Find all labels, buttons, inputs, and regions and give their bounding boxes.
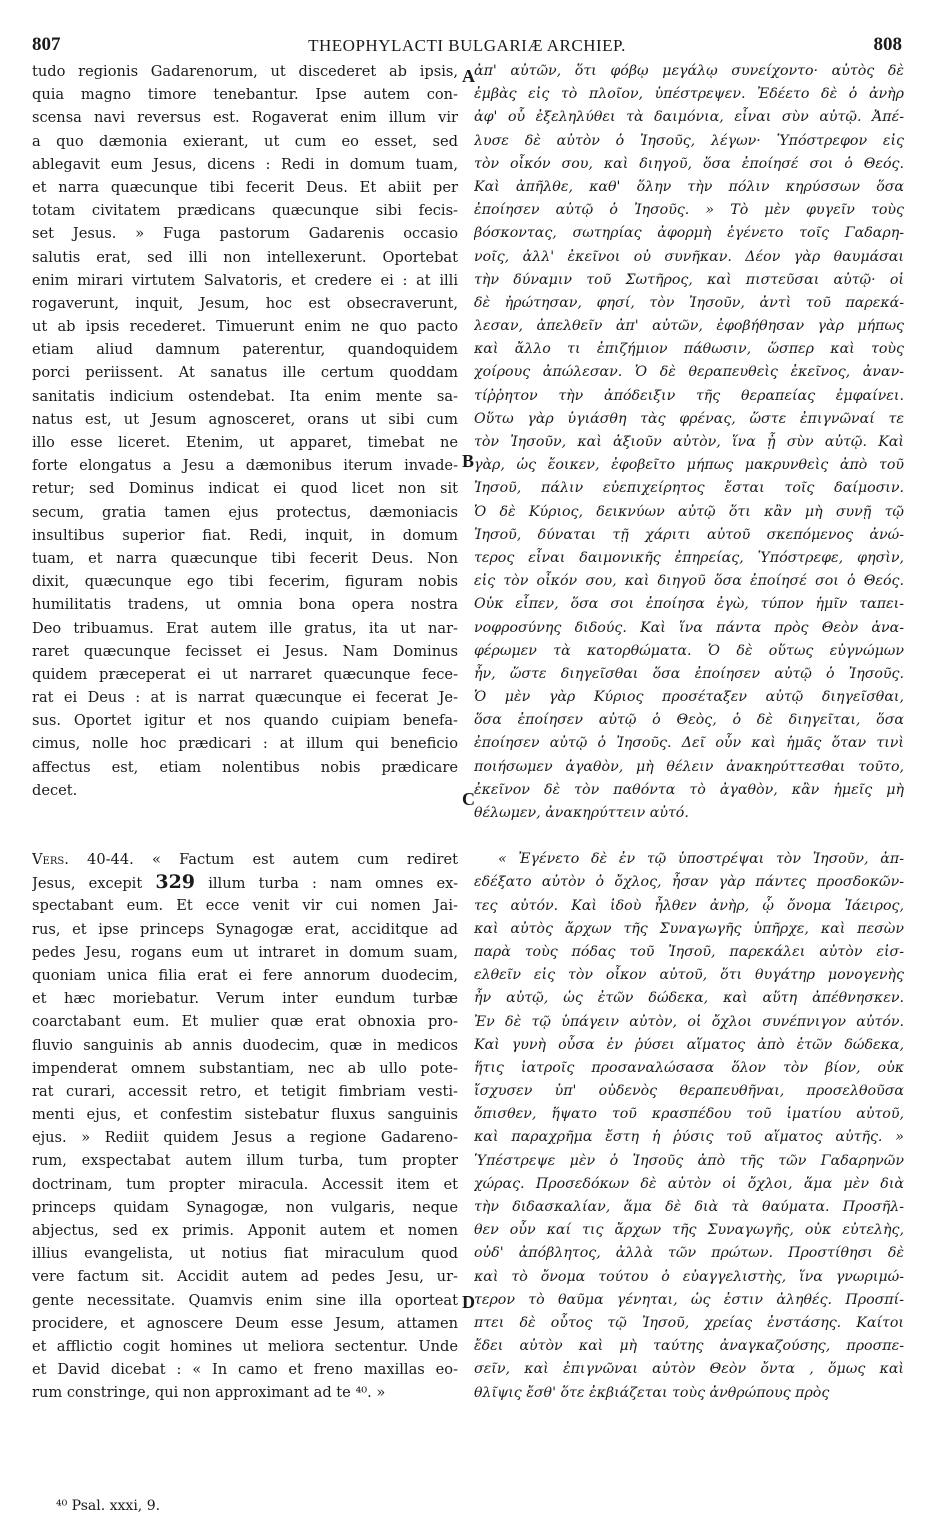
text-line: θλῖψις ἔσθ' ὅτε ἐκβιάζεται τοὺς ἀνθρώπους πρὸς: [474, 1384, 830, 1401]
paragraph-gap: [474, 825, 904, 848]
text-line: illius evangelista, ut notius fiat miraculum quod: [32, 1245, 458, 1263]
text-line: cimus, nolle hoc prædicari : at illum qui beneficio: [32, 735, 458, 753]
margin-marker-c: C: [462, 789, 475, 809]
text-line: spectabant eum. Et ecce venit vir cui nomen Jai-: [32, 897, 458, 915]
text-line: τὸν οἶκόν σου, καὶ διηγοῦ, ὅσα ἐποίησέ σοι ὁ Θεός.: [474, 155, 904, 172]
latin-paragraph-2: [32, 894, 458, 1404]
text-line: quidem præceperat ei ut narraret quæcunque fece-: [32, 665, 458, 683]
text-line: καὶ ἄλλο τι ἐπιζήμιον πάθωσιν, ὥσπερ καὶ τοὺς: [474, 341, 904, 358]
text-line: ablegavit eum Jesus, dicens : Redi in domum tuam,: [32, 155, 458, 173]
text-line: coarctabant eum. Et mulier quæ erat obnoxia pro-: [32, 1013, 458, 1031]
text-after-column-number: illum turba : nam omnes ex-: [208, 875, 458, 893]
text-line: tuam, et narra quæcunque tibi fecerit Deus. Non: [32, 549, 458, 567]
text-line: et afflictio cogit homines ut meliora sectentur. Unde: [32, 1337, 458, 1355]
text-line: Καὶ ἀπῆλθε, καθ' ὅλην τὴν πόλιν κηρύσσων ὅσα: [474, 178, 904, 195]
text-line: χοίρους ἀπώλεσαν. Ὁ δὲ θεραπευθεὶς ἐκεῖνος, ἀναν-: [474, 364, 904, 381]
text-line: τερον τὸ θαῦμα γένηται, ὡς ἐστιν ἀληθές. Προσπί-: [474, 1291, 904, 1308]
greek-column: [474, 60, 904, 1405]
text-line: οὐδ' ἀπόβλητος, ἀλλὰ τῶν πρώτων. Προστίθησι δὲ: [474, 1245, 904, 1262]
text-line: procidere, et agnoscere Deum esse Jesum, attamen: [32, 1314, 458, 1332]
text-line: rum, exspectabat autem illum turba, tum propter: [32, 1152, 458, 1170]
text-line: quia magno timore tenebantur. Ipse autem con-: [32, 86, 458, 104]
text-line: quoniam unica filia erat ei fere annorum duodecim,: [32, 966, 458, 984]
text-line: set Jesus. » Fuga pastorum Gadarenis occasio: [32, 225, 458, 243]
verse-heading-line: [32, 848, 458, 871]
text-line: ἀπ' αὐτῶν, ὅτι φόβῳ μεγάλῳ συνείχοντο· αὐτὸς δὲ: [474, 63, 904, 79]
text-line: γὰρ, ὡς ἔοικεν, ἐφοβεῖτο μήπως μακρυνθεὶς ἀπὸ τοῦ: [474, 457, 904, 474]
text-line: τὴν διδασκαλίαν, ἅμα δὲ διὰ τὰ θαύματα. Προσῆλ-: [474, 1199, 904, 1215]
text-line: ὅσα ἐποίησεν αὐτῷ ὁ Θεὸς, ὁ δὲ διηγεῖται, ὅσα: [474, 712, 904, 729]
text-line: πτει δὲ οὗτος τῷ Ἰησοῦ, χρείας ἐνστάσης. Καίτοι: [474, 1314, 904, 1331]
text-line: ἔδει αὐτὸν καὶ μὴ ταύτης ἀναγκαζούσης, προσπε-: [474, 1338, 904, 1355]
verse-label: Vers. 40-44.: [32, 851, 134, 868]
text-line: τὸν Ἰησοῦν, καὶ ἀξιοῦν αὐτὸν, ἵνα ᾖ σὺν αὐτῷ. Καὶ: [474, 434, 904, 450]
text-line: λεσαν, ἀπελθεῖν ἀπ' αὐτῶν, ἐφοβήθησαν γὰρ μήπως: [474, 318, 904, 335]
text-line: ελθεῖν εἰς τὸν οἶκον αὐτοῦ, ὅτι θυγάτηρ μονογενὴς: [474, 967, 904, 984]
text-line: et hæc moriebatur. Verum inter eundum turbæ: [32, 990, 458, 1008]
text-line: δὲ ἠρώτησαν, φησί, τὸν Ἰησοῦν, ἀντὶ τοῦ παρεκά-: [474, 294, 904, 311]
text-before-column-number: Jesus, excepit: [32, 875, 143, 893]
text-line: ejus. » Rediit quidem Jesus a regione Gadareno-: [32, 1129, 458, 1147]
text-line: ἐμβὰς εἰς τὸ πλοῖον, ὑπέστρεψεν. Ἐδέετο δὲ ὁ ἀνὴρ: [474, 86, 904, 103]
text-line: τερος εἶναι δαιμονικῆς ἐπηρείας, Ὑπόστρεφε, φησὶν,: [474, 549, 904, 566]
text-line: pedes Jesu, rogans eum ut intraret in domum suam,: [32, 943, 458, 961]
text-line: princeps quidam Synagogæ, non vulgaris, neque: [32, 1198, 458, 1216]
text-line: fluvio sanguinis ab annis duodecim, quæ in medicos: [32, 1036, 458, 1054]
text-line: doctrinam, tum propter miracula. Accessit item et: [32, 1175, 458, 1193]
text-line: ὄπισθεν, ἥψατο τοῦ κρασπέδου τοῦ ἱματίου αὐτοῦ,: [474, 1106, 904, 1123]
text-line: ἴσχυσεν ὑπ' οὐδενὸς θεραπευθῆναι, προσελθοῦσα: [474, 1083, 904, 1100]
text-line: scensa navi reversus est. Rogaverat enim illum vir: [32, 109, 458, 127]
page-header: [32, 34, 902, 60]
text-line: porci periissent. At sanatus ille certum quoddam: [32, 364, 458, 382]
text-line: abjectus, sed ex primis. Apponit autem et nomen: [32, 1222, 458, 1239]
text-line: affectus est, etiam nolentibus nobis prædicare: [32, 758, 458, 776]
text-line: νοφροσύνης διδούς. Καὶ ἵνα πάντα πρὸς Θεὸν ἀνα-: [474, 619, 904, 636]
text-line: etiam aliud damnum paterentur, quandoquidem: [32, 341, 458, 359]
text-line: illo esse liceret. Etenim, ut apparet, timebat ne: [32, 434, 458, 451]
text-line: Οὕτω γὰρ ὑγιάσθη τὰς φρένας, ὥστε ἐπιγνῶναί τε: [474, 410, 904, 427]
text-line: Ὁ μὲν γὰρ Κύριος προσέταξεν αὐτῷ διηγεῖσθαι,: [474, 689, 904, 706]
text-line: ἐποίησεν αὐτῷ ὁ Ἰησοῦς. Δεῖ οὖν καὶ ἡμᾶς ὅταν τινὶ: [474, 735, 904, 752]
text-line: gente necessitate. Quamvis enim sine illa oporteat: [32, 1291, 458, 1309]
page-number-left: 807: [32, 34, 61, 55]
text-line: ἦν, ὥστε διηγεῖσθαι ὅσα ἐποίησεν αὐτῷ ὁ Ἰησοῦς.: [474, 665, 904, 682]
text-line: θεν οὖν καί τις ἄρχων τῆς Συναγωγῆς, οὐκ εὐτελὴς,: [474, 1222, 904, 1239]
text-line: et David dicebat : « In camo et freno maxillas eo-: [32, 1361, 458, 1379]
page-number-right: 808: [873, 34, 902, 55]
text-line: εδέξατο αὐτὸν ὁ ὄχλος, ἦσαν γὰρ πάντες προσδοκῶν-: [474, 874, 904, 891]
text-line: rat curari, accessit retro, et tetigit fimbriam vesti-: [32, 1082, 458, 1100]
text-line: ἀφ' οὗ ἐξεληλύθει τὰ δαιμόνια, εἶναι σὺν αὐτῷ. Ἀπέ-: [474, 109, 904, 126]
text-line: ἦν αὐτῷ, ὡς ἐτῶν δώδεκα, καὶ αὕτη ἀπέθνησκεν.: [474, 990, 904, 1007]
text-line: forte elongatus a Jesu a dæmonibus iterum invade-: [32, 457, 458, 475]
greek-paragraph-2: [474, 848, 904, 1405]
text-line: τες αὐτόν. Καὶ ἰδοὺ ἦλθεν ἀνὴρ, ᾧ ὄνομα Ἰάειρος,: [474, 897, 904, 914]
text-line: rat ei Deus : at is narrat quæcunque ei fecerat Je-: [32, 689, 458, 707]
greek-paragraph-1: [474, 60, 904, 825]
text-line: ut ab ipsis recederet. Timuerunt enim ne quo pacto: [32, 318, 458, 336]
text-line: καὶ αὐτὸς ἄρχων τῆς Συναγωγῆς ὑπῆρχε, καὶ πεσὼν: [474, 920, 904, 937]
text-line: menti ejus, et confestim sistebatur fluxus sanguinis: [32, 1106, 458, 1124]
text-line: Ἰησοῦ, δύναται τῇ χάριτι αὐτοῦ σκεπόμενος ἀνώ-: [474, 526, 904, 543]
column-number: 329: [155, 871, 196, 894]
text-line: natus est, ut Jesum agnosceret, orans ut sibi cum: [32, 410, 458, 428]
text-line: τίῤῥητον τὴν ἀπόδειξιν τῆς θεραπείας ἐμφαίνει.: [474, 387, 904, 404]
text-line: totam civitatem prædicans quæcunque sibi fecis-: [32, 202, 458, 220]
text-line: « Ἐγένετο δὲ ἐν τῷ ὑποστρέψαι τὸν Ἰησοῦν, ἀπ-: [498, 851, 904, 868]
text-line: tudo regionis Gadarenorum, ut discederet ab ipsis,: [32, 63, 458, 80]
text-line: enim mirari virtutem Salvatoris, et credere ei : at illi: [32, 271, 458, 289]
text-line: rus, et ipse princeps Synagogæ erat, acciditque ad: [32, 920, 458, 938]
text-line: impenderat omnem substantiam, nec ab ullo pote-: [32, 1059, 458, 1077]
text-line: salutis erat, sed illi non intellexerunt. Oportebat: [32, 248, 458, 266]
text-line: secum, gratia tamen ejus protectus, dæmoniacis: [32, 503, 458, 521]
text-line: rogaverunt, inquit, Jesum, hoc est obsecraverunt,: [32, 294, 458, 312]
text-line: τὴν δύναμιν τοῦ Σωτῆρος, καὶ πιστεῦσαι αὐτῷ· οἱ: [474, 271, 904, 288]
text-line: παρὰ τοὺς πόδας τοῦ Ἰησοῦ, παρεκάλει αὐτὸν εἰσ-: [474, 943, 904, 960]
margin-marker-d: D: [462, 1292, 475, 1312]
text-line: vere factum sit. Accidit autem ad pedes Jesu, ur-: [32, 1268, 458, 1286]
text-line: retur; sed Dominus indicat ei quod licet non sit: [32, 480, 458, 498]
text-line: Ἐν δὲ τῷ ὑπάγειν αὐτὸν, οἱ ὄχλοι συνέπνιγον αὐτόν.: [474, 1013, 904, 1030]
text-line: ἐποίησεν αὐτῷ ὁ Ἰησοῦς. » Τὸ μὲν φυγεῖν τοὺς: [474, 202, 904, 219]
text-line: sanitatis indicium ostendebat. Ita enim mente sa-: [32, 387, 458, 405]
text-line: ἐκεῖνον δὲ τὸν παθόντα τὸ ἀγαθὸν, κἂν ἡμεῖς μὴ: [474, 781, 904, 798]
text-line: θέλωμεν, ἀνακηρύττειν αὐτό.: [474, 805, 689, 821]
text-line: dixit, quæcunque ego tibi fecerim, figuram nobis: [32, 573, 458, 591]
text-line: sus. Oportet igitur et nos quando cuipiam benefa-: [32, 712, 458, 730]
text-line: Ἰησοῦ, πάλιν εὐεπιχείρητος ἔσται τοῖς δαίμοσιν.: [474, 480, 904, 497]
margin-marker-a: A: [462, 66, 475, 86]
latin-column: [32, 60, 458, 1405]
text-line: Deo tribuamus. Erat autem ille gratus, ita ut nar-: [32, 619, 458, 637]
footnote: ⁴⁰ Psal. xxxi, 9.: [56, 1498, 161, 1514]
text-line: Ὑπέστρεψε μὲν ὁ Ἰησοῦς ἀπὸ τῆς τῶν Γαδαρηνῶν: [474, 1152, 904, 1169]
text-line: et narra quæcunque tibi fecerit Deus. Et abiit per: [32, 178, 458, 196]
text-line: λυσε δὲ αὐτὸν ὁ Ἰησοῦς, λέγων· Ὑπόστρεφον εἰς: [474, 132, 904, 149]
paragraph-gap: [32, 802, 458, 825]
verse-heading-text: « Factum est autem cum rediret: [152, 851, 458, 868]
text-line: Ὁ δὲ Κύριος, δεικνύων αὐτῷ ὅτι κἂν μὴ συνῇ τῷ: [474, 503, 904, 520]
text-line: humilitatis tradens, ut omnia bona opera nostra: [32, 596, 458, 614]
text-line: raret quæcunque fecisset ei Jesus. Nam Dominus: [32, 642, 458, 660]
text-line: εἰς τὸν οἶκόν σου, καὶ διηγοῦ ὅσα ἐποίησέ σοι ὁ Θεός.: [474, 573, 904, 590]
paragraph-gap: [32, 825, 458, 848]
margin-marker-b: B: [462, 451, 475, 471]
text-line: a quo dæmonia exierant, ut cum eo esset, sed: [32, 132, 458, 150]
text-line: καὶ τὸ ὄνομα τούτου ὁ εὐαγγελιστὴς, ἵνα γνωριμώ-: [474, 1268, 904, 1285]
text-line: καὶ παραχρῆμα ἔστη ἡ ῥύσις τοῦ αἵματος αὐτῆς. »: [474, 1129, 904, 1146]
text-line: φέρωμεν τὰ κατορθώματα. Ὁ δὲ οὕτως εὐγνώμων: [474, 642, 904, 659]
text-line: rum constringe, qui non approximant ad te ⁴⁰. »: [32, 1384, 386, 1402]
column-number-line: [32, 871, 458, 894]
text-line: σεῖν, καὶ ἐπιγνῶναι αὐτὸν Θεὸν ὄντα , ὅμως καὶ: [474, 1361, 904, 1378]
text-line: Οὐκ εἶπεν, ὅσα σοι ἐποίησα ἐγὼ, τύπον ἡμῖν ταπει-: [474, 596, 904, 613]
text-line: Καὶ γυνὴ οὖσα ἐν ῥύσει αἵματος ἀπὸ ἐτῶν δώδεκα,: [474, 1036, 904, 1053]
text-line: βόσκοντας, σωτηρίας ἀφορμὴ ἐγένετο τοῖς Γαδαρη-: [474, 225, 904, 242]
text-line: decet.: [32, 781, 78, 799]
text-line: ἥτις ἰατροῖς προσαναλώσασα ὅλον τὸν βίον, οὐκ: [474, 1059, 904, 1076]
text-line: νοῖς, ἀλλ' ἐκεῖνοι οὐ συνῆκαν. Δέον γὰρ θαυμάσαι: [474, 248, 904, 265]
running-title: THEOPHYLACTI BULGARIÆ ARCHIEP.: [308, 36, 626, 55]
text-line: insultibus superior fiat. Redi, inquit, in domum: [32, 526, 458, 544]
text-line: ποιήσωμεν ἀγαθὸν, μὴ θέλειν ἀνακηρύττεσθαι τοῦτο,: [474, 758, 904, 775]
text-line: χώρας. Προσεδόκων δὲ αὐτὸν οἱ ὄχλοι, ἅμα μὲν διὰ: [474, 1175, 904, 1192]
latin-paragraph-1: [32, 60, 458, 802]
